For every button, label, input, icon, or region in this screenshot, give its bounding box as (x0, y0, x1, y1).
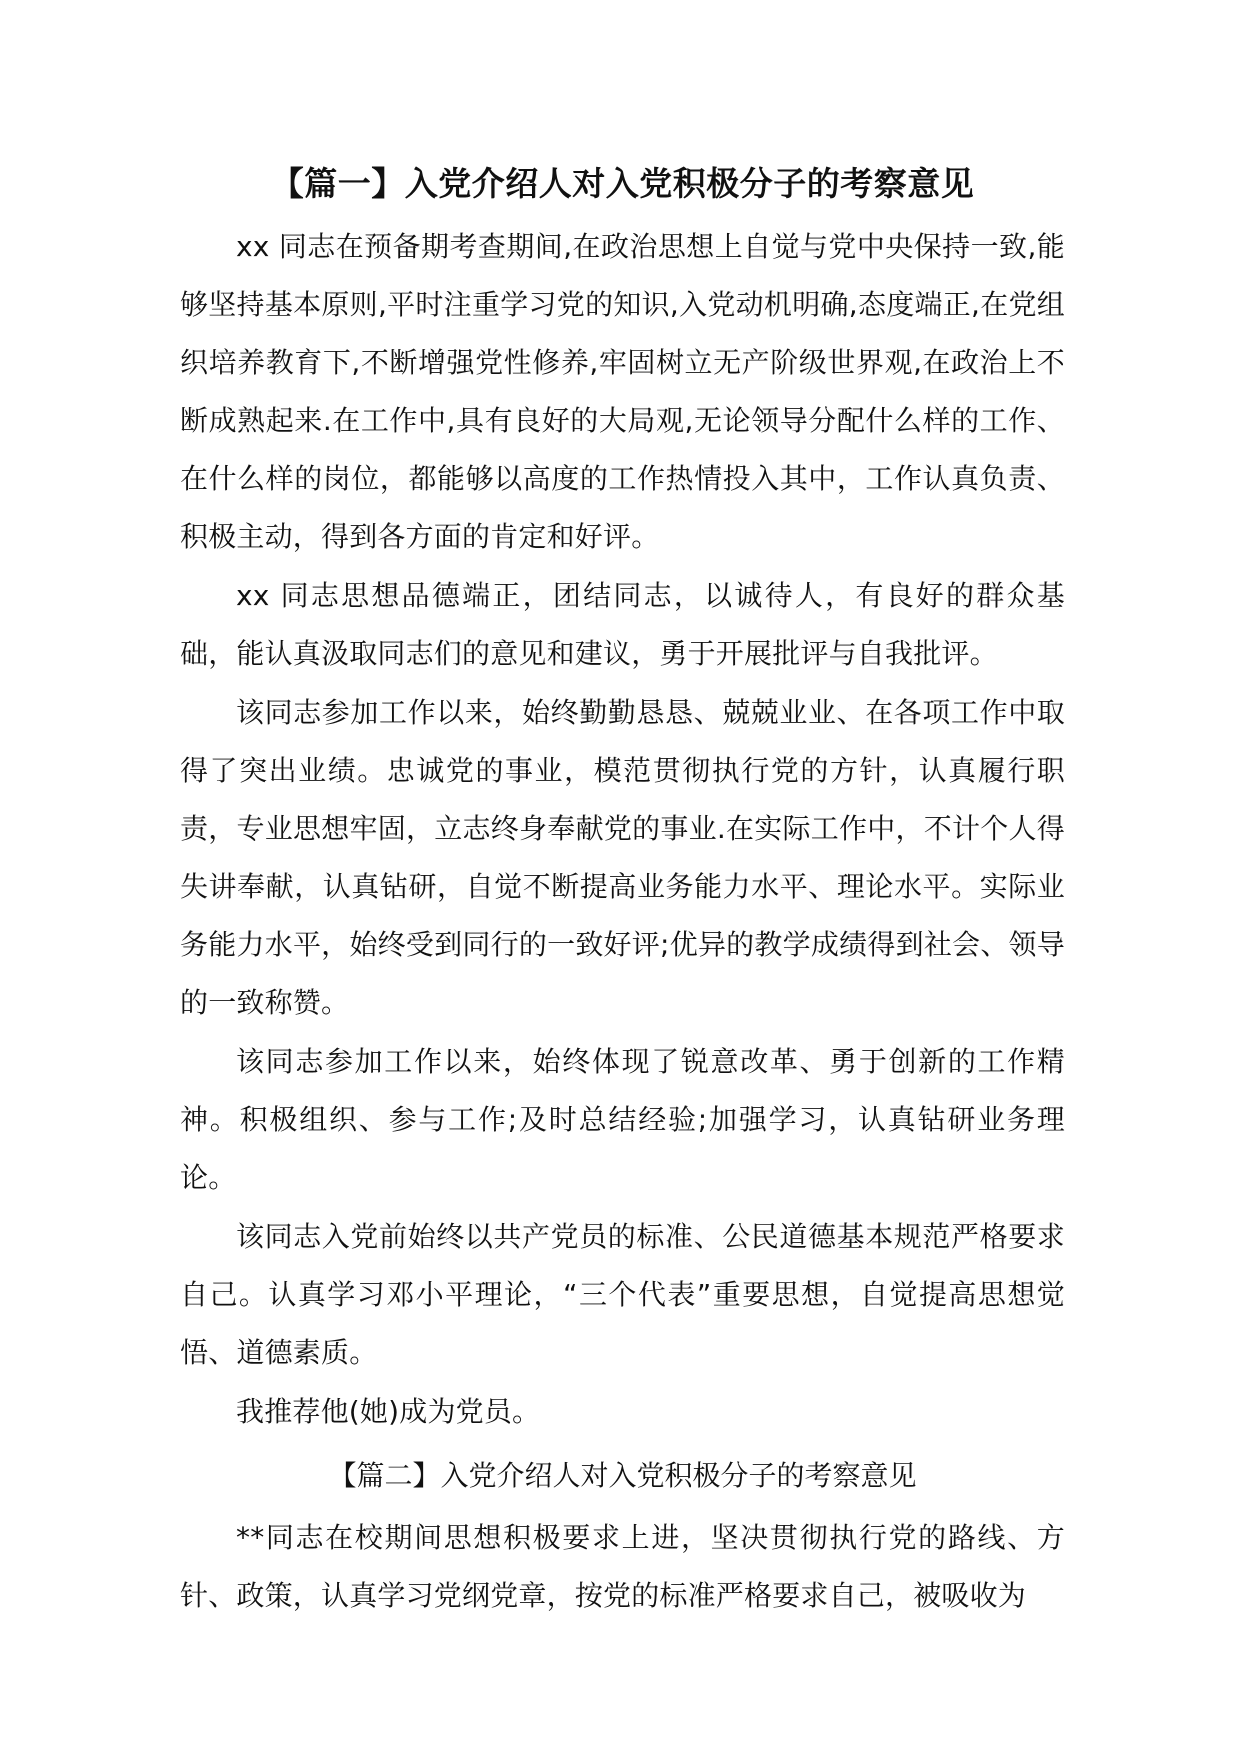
section-1-paragraph-1: xx 同志在预备期考查期间,在政治思想上自觉与党中央保持一致,能够坚持基本原则,平时注重学习党的知识,入党动机明确,态度端正,在党组织培养教育下,不断增强党性修养,牢固树立无产阶级世界观,在政治上不断成熟起来.在工作中,具有良好的大局观,无论领导分配什么样的工作、在什么样的岗位，都能够以高度的工作热情投入其中，工作认真负责、积极主动，得到各方面的肯定和好评。 (180, 230, 1065, 553)
section-2-paragraph-1: **同志在校期间思想积极要求上进，坚决贯彻执行党的路线、方针、政策，认真学习党纲党章，按党的标准严格要求自己，被吸收为 (180, 1521, 1065, 1612)
section-1-paragraph-6: 我推荐他(她)成为党员。 (236, 1395, 541, 1428)
section-1-paragraph-5: 该同志入党前始终以共产党员的标准、公民道德基本规范严格要求自己。认真学习邓小平理论，“三个代表”重要思想，自觉提高思想觉悟、道德素质。 (180, 1220, 1065, 1369)
section-1-paragraph-3: 该同志参加工作以来，始终勤勤恳恳、兢兢业业、在各项工作中取得了突出业绩。忠诚党的事业，模范贯彻执行党的方针，认真履行职责，专业思想牢固，立志终身奉献党的事业.在实际工作中，不计个人得失讲奉献，认真钻研，自觉不断提高业务能力水平、理论水平。实际业务能力水平，始终受到同行的一致好评;优异的教学成绩得到社会、领导的一致称赞。 (180, 696, 1065, 1019)
section-1-paragraph-2: xx 同志思想品德端正，团结同志，以诚待人，有良好的群众基础，能认真汲取同志们的意见和建议，勇于开展批评与自我批评。 (180, 579, 1065, 670)
section-1-paragraph-4: 该同志参加工作以来，始终体现了锐意改革、勇于创新的工作精神。积极组织、参与工作;及时总结经验;加强学习，认真钻研业务理论。 (180, 1045, 1065, 1194)
section-2-title: 【篇二】入党介绍人对入党积极分子的考察意见 (328, 1459, 917, 1492)
section-1-title: 【篇一】入党介绍人对入党积极分子的考察意见 (270, 164, 975, 203)
document-content (180, 160, 1065, 1626)
